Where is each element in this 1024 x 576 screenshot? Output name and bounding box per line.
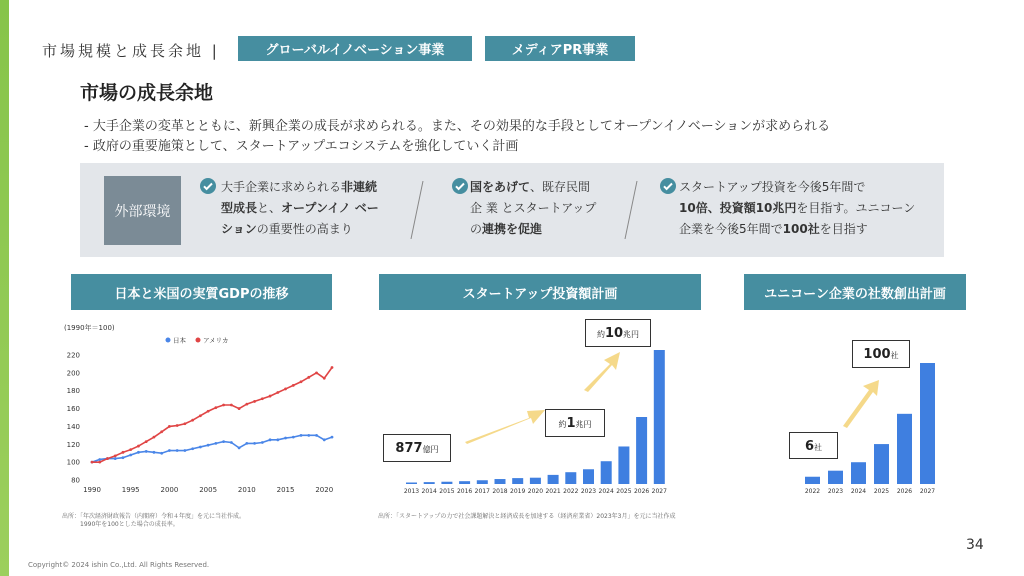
data-point [145, 440, 148, 443]
bullet-list [84, 117, 830, 157]
data-point [315, 434, 318, 437]
bar [583, 469, 594, 484]
data-point [222, 440, 225, 443]
data-point [276, 438, 279, 441]
data-point [315, 371, 318, 374]
data-point [300, 434, 303, 437]
data-point [176, 424, 179, 427]
bar [618, 446, 629, 484]
tag-media-pr: メディアPR事業 [485, 36, 635, 61]
x-tick-label: 2027 [651, 488, 667, 495]
data-point [269, 395, 272, 398]
divider-slash [410, 181, 424, 239]
data-point [122, 451, 125, 454]
data-point [129, 448, 132, 451]
data-point [207, 410, 210, 413]
bar [920, 363, 935, 484]
tag-global-innovation: グローバルイノベーション事業 [238, 36, 472, 61]
accent-bar [0, 0, 9, 576]
data-point [253, 442, 256, 445]
data-point [114, 457, 117, 460]
y-tick-label: 160 [66, 405, 80, 414]
bar [495, 479, 506, 484]
legend-marker [166, 338, 171, 343]
x-tick-label: 2025 [616, 488, 632, 495]
data-point [238, 407, 241, 410]
data-point [153, 451, 156, 454]
x-tick-label: 1990 [83, 486, 101, 494]
x-tick-label: 2015 [276, 486, 295, 494]
data-point [207, 444, 210, 447]
callout-877-oku: 877 億円 [383, 434, 451, 462]
x-tick-label: 1995 [121, 486, 140, 494]
y-tick-label: 80 [71, 476, 80, 485]
callout-6-sha: 6 社 [789, 432, 838, 459]
x-tick-label: 2026 [896, 488, 913, 495]
y-tick-label: 180 [66, 387, 80, 396]
page-title: 市場の成長余地 [80, 82, 214, 104]
data-point [137, 451, 140, 454]
data-point [184, 449, 187, 452]
data-point [191, 419, 194, 422]
data-point [168, 449, 171, 452]
env-point-2: 国をあげて、既存民間 企 業 とスタートアップ の連携を促進 [470, 180, 597, 236]
x-tick-label: 2024 [598, 488, 614, 495]
y-axis-unit-label: (1990年＝100) [64, 324, 115, 332]
data-point [106, 457, 109, 460]
x-tick-label: 2022 [804, 488, 821, 495]
x-tick-label: 2013 [403, 488, 420, 495]
data-point [261, 441, 264, 444]
bar [424, 482, 435, 484]
bar [406, 483, 417, 485]
growth-arrow [843, 380, 879, 428]
x-tick-label: 2015 [439, 488, 455, 495]
data-point [145, 450, 148, 453]
callout-1-cho: 約 1 兆円 [545, 409, 605, 437]
legend-label: アメリカ [203, 336, 229, 345]
data-point [300, 380, 303, 383]
data-point [284, 388, 287, 391]
bullet-item: - 大手企業の変革とともに、新興企業の成長が求められる。また、その効果的な手段としてオープンイノベーションが求められる [84, 119, 831, 134]
x-tick-label: 2020 [315, 486, 334, 494]
data-point [214, 442, 217, 445]
x-tick-label: 2027 [919, 488, 936, 495]
data-point [276, 391, 279, 394]
investment-source-note: 出所：「スタートアップの力で社会課題解決と経済成長を加速する（経済産業省）2023年3月」を元に当社作成 [378, 513, 676, 520]
gdp-chart-title: 日本と米国の実質GDPの推移 [71, 274, 332, 310]
page-number: 34 [966, 537, 984, 553]
data-point [284, 437, 287, 440]
external-environment-box [80, 163, 944, 257]
env-point-3: スタートアップ投資を今後5年間で 10倍、投資額10兆円を目指す。ユニコーン 企業を今後5年間で100社を目指す [679, 180, 916, 236]
data-point [214, 406, 217, 409]
x-tick-label: 2022 [563, 488, 579, 495]
bar [636, 417, 647, 484]
data-point [176, 449, 179, 452]
divider-slash [624, 181, 638, 239]
callout-10-cho: 約 10 兆円 [585, 319, 651, 347]
data-point [245, 442, 248, 445]
series-line [92, 368, 332, 463]
x-tick-label: 2025 [873, 488, 890, 495]
bar [565, 472, 576, 484]
legend-label: 日本 [173, 336, 186, 345]
x-tick-label: 2020 [527, 488, 544, 495]
x-tick-label: 2023 [827, 488, 844, 495]
data-point [137, 445, 140, 448]
header-title: 市場規模と成長余地 | [42, 42, 220, 60]
data-point [168, 425, 171, 428]
x-tick-label: 2018 [492, 488, 508, 495]
data-point [230, 441, 233, 444]
x-tick-label: 2026 [633, 488, 650, 495]
data-point [331, 366, 334, 369]
data-point [98, 458, 101, 461]
data-point [230, 404, 233, 407]
y-tick-label: 200 [66, 369, 80, 378]
y-tick-label: 120 [66, 440, 80, 449]
investment-chart-title: スタートアップ投資額計画 [379, 274, 701, 310]
unicorn-chart-title: ユニコーン企業の社数創出計画 [744, 274, 966, 310]
data-point [331, 436, 334, 439]
bar [897, 414, 912, 484]
data-point [307, 376, 310, 379]
bar [828, 471, 843, 484]
gdp-line-chart [60, 318, 340, 496]
bullet-item: - 政府の重要施策として、スタートアップエコシステムを強化していく計画 [84, 139, 519, 154]
bar [512, 478, 523, 484]
callout-100-sha: 100 社 [852, 340, 910, 368]
gdp-source-note: 出所：「年次経済財政報告（内閣府）令和４年度」を元に当社作成。 1990年を100とした場合の成長率。 [62, 513, 246, 528]
data-point [323, 377, 326, 380]
data-point [153, 436, 156, 439]
data-point [98, 461, 101, 464]
x-tick-label: 2005 [199, 486, 218, 494]
data-point [91, 461, 94, 464]
bar [805, 477, 820, 484]
data-point [191, 447, 194, 450]
bar [874, 444, 889, 484]
data-point [307, 434, 310, 437]
bar [441, 482, 452, 484]
data-point [199, 414, 202, 417]
x-tick-label: 2010 [237, 486, 256, 494]
x-tick-label: 2019 [510, 488, 526, 495]
bar [548, 475, 559, 484]
y-tick-label: 140 [66, 422, 80, 431]
x-tick-label: 2023 [580, 488, 597, 495]
check-circle-icon [200, 178, 216, 194]
series-line [92, 435, 332, 462]
data-point [184, 422, 187, 425]
data-point [292, 384, 295, 387]
bar [654, 350, 665, 484]
check-circle-icon [452, 178, 468, 194]
legend-marker [196, 338, 201, 343]
y-tick-label: 220 [66, 351, 80, 360]
bar [530, 478, 541, 484]
data-point [160, 452, 163, 455]
x-tick-label: 2021 [545, 488, 561, 495]
bar [851, 462, 866, 484]
data-point [160, 430, 163, 433]
data-point [261, 397, 264, 400]
data-point [122, 456, 125, 459]
copyright: Copyright© 2024 ishin Co.,Ltd. All Rights Reserved. [28, 561, 210, 569]
x-tick-label: 2016 [456, 488, 473, 495]
bar [601, 461, 612, 484]
y-tick-label: 100 [66, 458, 80, 467]
data-point [114, 454, 117, 457]
data-point [323, 438, 326, 441]
check-circle-icon [660, 178, 676, 194]
x-tick-label: 2024 [850, 488, 867, 495]
external-environment-label: 外部環境 [104, 176, 181, 245]
x-tick-label: 2017 [474, 488, 490, 495]
growth-arrow [584, 352, 620, 392]
data-point [269, 438, 272, 441]
x-tick-label: 2014 [421, 488, 437, 495]
data-point [129, 454, 132, 457]
bar [477, 480, 488, 484]
growth-arrow [465, 410, 545, 444]
data-point [253, 400, 256, 403]
data-point [292, 436, 295, 439]
data-point [222, 404, 225, 407]
data-point [199, 446, 202, 449]
bar [459, 481, 470, 484]
data-point [245, 403, 248, 406]
x-tick-label: 2000 [160, 486, 179, 494]
env-point-1: 大手企業に求められる非連続 型成長と、オープンイノ ベー ションの重要性の高まり [221, 180, 379, 236]
data-point [238, 446, 241, 449]
